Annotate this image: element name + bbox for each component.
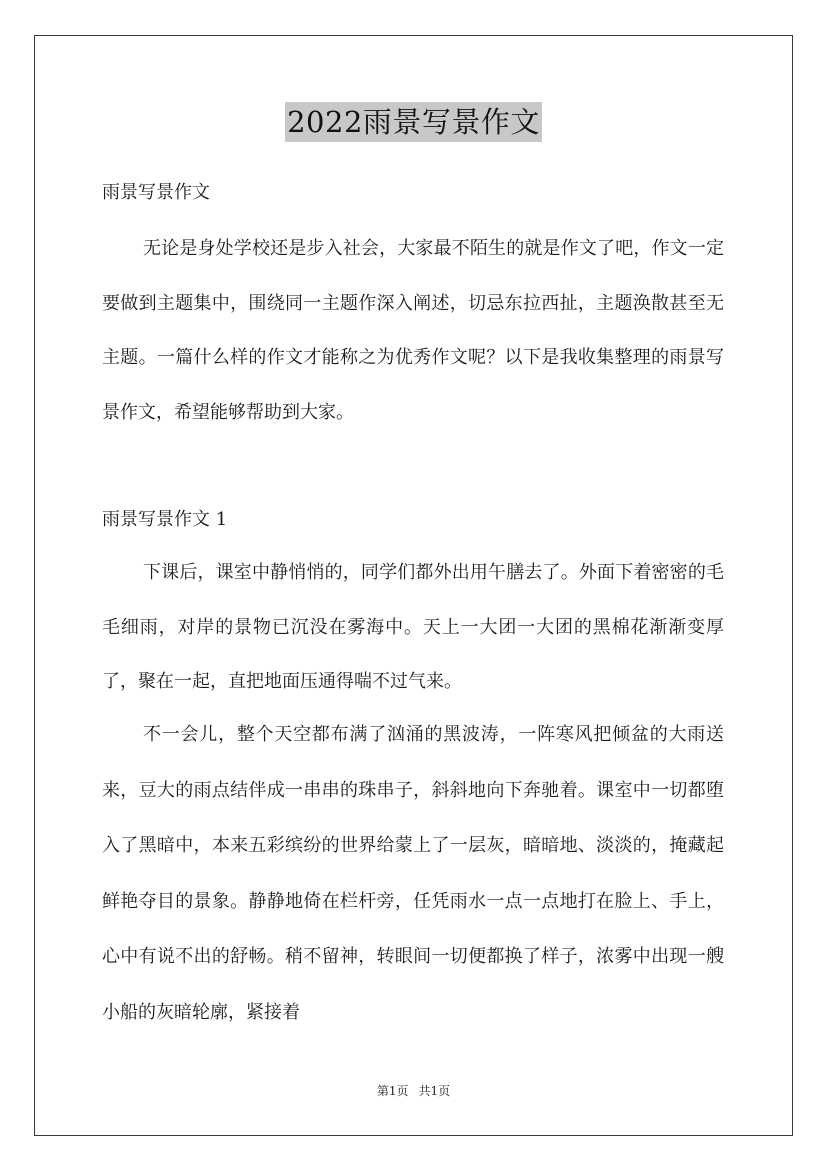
section-heading: 雨景写景作文 1 xyxy=(102,509,228,530)
intro-paragraph: 无论是身处学校还是步入社会，大家最不陌生的就是作文了吧，作文一定要做到主题集中，围绕同一主题作深入阐述，切忌东拉西扯，主题涣散甚至无主题。一篇什么样的作文才能称之为优秀作文呢？以下是我收集整理的雨景写景作文，希望能够帮助到大家。 xyxy=(102,238,724,423)
page-footer xyxy=(0,1082,827,1100)
page-number-total: 共1页 xyxy=(418,1084,451,1098)
body-paragraph-1: 下课后，课室中静悄悄的，同学们都外出用午膳去了。外面下着密密的毛毛细雨，对岸的景物已沉没在雾海中。天上一大团一大团的黑棉花渐渐变厚了，聚在一起，直把地面压通得喘不过气来。 xyxy=(102,562,724,692)
page-number-current: 第1页 xyxy=(376,1084,409,1098)
body-paragraph-2: 不一会儿，整个天空都布满了汹涌的黑波涛，一阵寒风把倾盆的大雨送来，豆大的雨点结伴成一串串的珠串子，斜斜地向下奔驰着。课室中一切都堕入了黑暗中，本来五彩缤纷的世界给蒙上了一层灰，暗暗地、淡淡的，掩藏起鲜艳夺目的景象。静静地倚在栏杆旁，任凭雨水一点一点地打在脸上、手上，心中有说不出的舒畅。稍不留神，转眼间一切便都换了样子，浓雾中出现一艘小船的灰暗轮廓，紧接着 xyxy=(102,724,724,1023)
title-container xyxy=(0,102,827,142)
document-title: 2022雨景写景作文 xyxy=(285,102,542,142)
intro-heading: 雨景写景作文 xyxy=(102,182,210,203)
